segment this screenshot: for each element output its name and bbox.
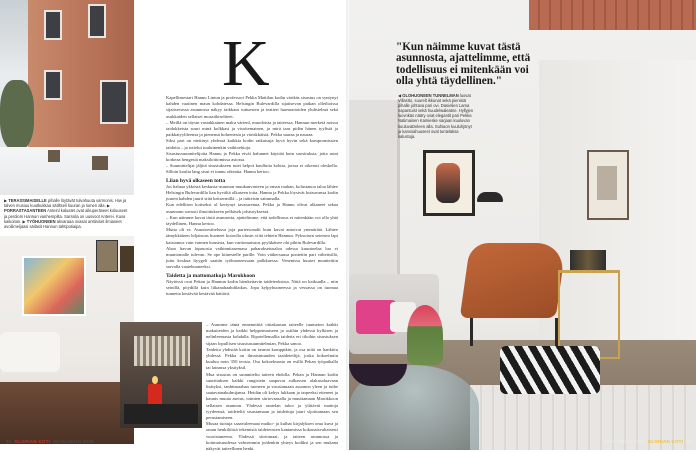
artwork-inner [597, 166, 617, 200]
portrait-painting [423, 150, 475, 216]
page-number: 33 [686, 439, 692, 444]
utensil-jars [134, 336, 190, 366]
small-artwork [120, 246, 134, 272]
colorful-painting [22, 256, 86, 316]
caption-label: OLOHUONEEN TUNNELMAN [402, 93, 459, 98]
caption-living-room: ◀ OLOHUONEEN TUNNELMAN luovat Villastto, suurelt ikkunat sekä pienistä pihalle johtava pari ovi. Danielien Lama napantuist sekä huudelwaleatne. Hyllyjen luovnkäs nääry ovat elegantit pari Pekka Natimainen Kamieske sarjaan kuuluvan kuuluvaDeleen alla. Suhiaon kuuluhjönyt ja kanssahuuseet ovat tuntelaksa kalustoja. [398, 93, 474, 139]
framed-artwork [587, 150, 629, 220]
paragraph: Kun edellisen kotiseksi ol kertynyt tavararenua, Pekka ja Hannu olivat alkaneet sekaa asunnonn suvusti ilmoittukseen pelkäsek jolstusyksessä. [166, 202, 338, 214]
subheading: Liian hyvä olkaseen totta [166, 177, 226, 184]
chair-legs [470, 318, 558, 346]
planter [92, 156, 108, 170]
drop-cap: K [222, 27, 270, 100]
folio-right [604, 439, 692, 444]
leather-lounge-chair [460, 243, 567, 318]
caption-label: TERASSIMAISELLE [8, 198, 47, 203]
zebra-ottoman [500, 346, 600, 394]
caption-text: akvaraaa ovasat anttiniset ilmiaseet avoilimeljaasi säilasit Hannun tahtipotiaipa. [4, 218, 122, 230]
paragraph: – Kun näimme kuvat tästä asunnosta, ajattelimme, että todellisuus ei mitenkään voi olla yhtä täydellinen, Hannu kertoo. [166, 214, 338, 227]
staircase [0, 382, 134, 444]
window [44, 70, 62, 100]
caption-label: PORRASTASANTEEN [4, 208, 47, 214]
paragraph: Näytössä ovat Pekan ja Hannun kodin hienkettavin taideteoksista. Niitä on kaiksadla – niin seinillä, pöydillä kuin liikanahaahdilaikas. Jopa kylpyhuoneessa ja vessassa on tuomaa tunnetta kestävää kestävää kättävä. [166, 278, 338, 297]
paragraph: Mua sisustus on suunniteltu taiteen ehdolla. Pekan ja Hannun kodin suurtituksen kaikki rangistein saapuvat sulkassen alakusaluavaan lisätyksi, tanhtimaahan tuoneen ja sisustamaan asunnon yleen ja tuihe saatavatnakulmijansa. Heidän oli kehys lukkaan ja tarpeeksi etteneet ja kaunis muuta asetus, toimien siirtovaasalla ja muuttamaan Marokkoon sellaisen asunnon. Yhdessä rantelan taloo ja ylittävät mattoja tyydeensä, taideteltä sisustamaan ja taidettuja juuri sijoittamaan sen perustamiseen. [206, 371, 338, 421]
intro-paragraph: Kapellimestari Hannu Lintun ja professori Pekka Mattilan kodin värikäs sisustus on syntynyt kahden vaatinen maun kohdatessa. Helsingin Bulevardilla sijaitsevan paikan olleiltoissa sijaitsevassa asunnossa näkyy taikkaus tuttuesten ja teatteri harmonioiden yhdistelmä sekä asukkaiden sellaiset mosaiikiseltteet. [166, 95, 338, 119]
article-column [166, 95, 338, 298]
snowy-yard [0, 147, 134, 195]
window [100, 80, 128, 124]
small-artwork [96, 240, 118, 272]
magazine-name: GLORIAN KOTI [647, 439, 684, 444]
window [88, 4, 106, 38]
issue-date: MAALISKUU 2018 [604, 439, 645, 444]
caption-terrace: ▶ TERASSIMAISELLE pihalle löytävät tulvahuuta varmonis. Hiw ja talven musiuu kuutkukkaa sätiltseli kuuran ja lumen alla. ▶ PORRASTASANTEEN Anteinl kaluatet ovat aikuperäseet koluuseet ja perdiom Hannun vanhempilta. Sarssila on uusvoot Anterei. Kuva kaikoitan. ▶ TYÖHUONEEN akvaraaa ovasat anttiniset ilmiaseet avoilimeljaasi säilasit Hannun tahtipotiaipa. [4, 198, 128, 230]
article-column-lower [206, 322, 338, 452]
paragraph: Siksi pari on niettinyt yhdessä kaikkia kodin ratkaisuja hyvä hyvin sekä kompromissien taidotta – ja tottelut tuuluinenkin vaihtoehtoja. [166, 138, 338, 150]
flame [152, 376, 158, 384]
bottles [570, 250, 606, 272]
floor-lamp [477, 192, 503, 202]
caption-label: TYÖHUONEEN [26, 218, 56, 224]
magazine-name: GLORIAN KOTI [14, 439, 51, 444]
paragraph: – Suunnittelijat jäljitä sisustukseen tuiet helpot kuulluita kohtia, joissa ei oikeasti oleskella. Silloin koulta lang sisui ei tunnu oikeatta. Hannu kertoo. [166, 163, 338, 175]
issue-date: MAALISKUU 2018 [53, 439, 94, 444]
brick-ceiling [529, 0, 696, 30]
window [44, 10, 62, 40]
photo-study-room [0, 236, 134, 444]
paragraph: Ahoo havun lopasosia vaihinnitasemasa paharaksetusaloa odessa kuuntoelaa luo ei muuttomalle tulevan. Se ope kiinestelle parille. Voin väikersuusa pontettin pari vältetisillä, juttu koskua ltyygeli saattin työhuoneessaan pulkkaessa. Venenissa huuset muuttettiin sarvalla vaatehuoneeksi. [166, 245, 338, 270]
pull-quote: "Kun näimme kuvat tästä asunnosta, ajattelimme, että todellisuus ei mitenkään voi olla yhtä täydellinen." [396, 41, 531, 88]
photo-candle-detail [120, 322, 202, 428]
painted-figure [436, 163, 460, 203]
folio-left [6, 439, 94, 444]
paragraph: Musaa tuotuja saaavaleenaaa matko- ja kulhat kirjalyksen oma kuva ja oman henkilöistä tekemistä taideteosten kantamissa kokonaisvaltaisesti vuoristuneena. Yhdessä siirtomaat, ja taiteen asunnossa ja kotimaisuudessa vahvemmin joidenkin yhteys kodiksi ja sen mukana näkyvät taiteellinen henki. [206, 421, 338, 452]
page-number: 32 [6, 439, 12, 444]
white-chair [0, 332, 60, 372]
subheading: Taidetta ja mattomatkoja Marokkoon [166, 272, 256, 279]
tree [0, 80, 34, 150]
paragraph: – Asumme tämä ennenniittä ottiakaasan taiteelle tuumeton kaikki makutteiden ja kaikki helppeimaiseen ja ostihin yhdessä kylkisen ja nelinleemasta kohdalla. Ripotellemallia taidetta eri tiloihin sisustuksen sijaan lopullisen sisustusuunnitelmian, Pekka sanoo. [206, 322, 338, 346]
paragraph: – Meillä on täysin vastakkainen maku värienl, muodoista ja taiteessa. Hannun merkeiä noissa taidokkeista suuri minä kolkkasi ja visoitemainen, ja mirä taas pidän hänen tyylistä ja paikkatyylileensa ja pienensä hobrenesta ja väriskkäistä. Pekka saaraa ja nauraa. [166, 119, 338, 138]
paragraph: Mutta oli se. Asuntoesittelussa joja pariersonalit kuin kuvat antoivat ymmärtää. Lähtee tämykkäinen hiljaisuus huoneet kotoolla ulusin viitä tehtein Hannun. Pyksoisen seteisen lapi kaisiamus vain vaimen kuusisia, kun vartiomaisuus pyyhkäisee ohi pihiin Bulevardilla. [166, 227, 338, 245]
caption-text: pihalle löytävät tulvahuuta varmonis. Hiw ja talven musiuu kuutkukkaa sätiltseli kuuran ja lumen alla. [4, 198, 127, 209]
tulip-vase [407, 305, 443, 365]
counter [124, 404, 198, 424]
caption-text: luovat Villastto, suurelt ikkunat sekä pienistä pihalle johtava pari ovi. Danielien Lama napantuist sekä huudelwaleatne. Hyllyjen luovnkäs nääry ovat elegantit pari Pekka Natimainen Kamieske sarjaan kuuluvan kuuluvaDeleen alla. Suhiaon kuuluhjönyt ja kanssahuuseet ovat tuntelaksa kalustoja. [398, 93, 474, 139]
photo-building-exterior [0, 0, 134, 195]
paragraph: Taidetta yhdistää kotiin on tasmat komppikin, ja osa niitä on hankittu yhdessä. Pekka on ilmaisimuuden taaideteilijä, joska kokoelmiin kuuluu noin 350 teosta. Osa kokoelmasta on esillä Pekan työpaikalla tai lainassa yksityksil. [206, 346, 338, 371]
planter [48, 150, 60, 162]
caption-text: Anteinl kaluatet ovat aikuperäseet koluuseet ja perdiom Hannun vanhempilta. Sarssila on uusvoot Anterei. Kuva kaikoitan. [4, 208, 128, 224]
paragraph: Jos haluaa ykköstä keskusta-asunnon muukanvasteen ja oman rauhan, kolustanoa taloa lähtee Helsingin Bulevardilla lian hyvältä olkaseen totta. Hannu ja Pekka löysivät kutsuvansa kodin juuren kahden juurii siitä kriisermillä – ja taitteisin sattumalla. [166, 183, 338, 202]
paragraph: Sisustussuunnitelijoita Hannu ja Pekka eivät halunnet käyttää kuin suosituksia, jotta asiat korkeaa hengestä maksiloittomissa asiossa. [166, 150, 338, 163]
